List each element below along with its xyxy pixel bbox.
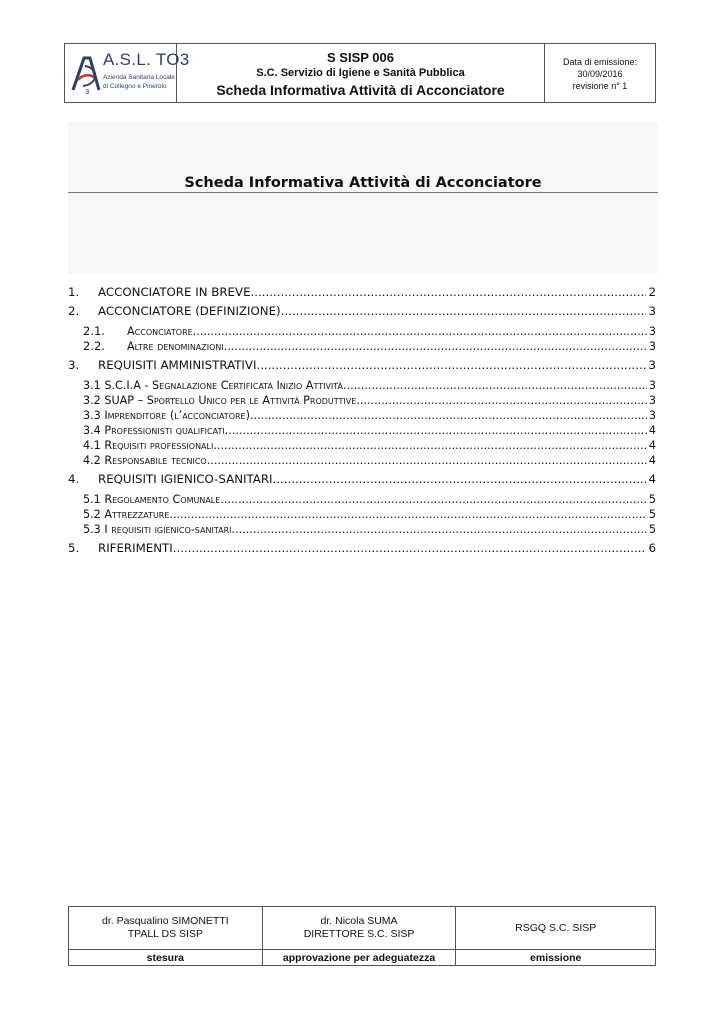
signer-cell — [262, 907, 456, 950]
header-title: Scheda Informativa Attività di Acconciatore — [216, 82, 505, 98]
svg-text:3: 3 — [85, 88, 90, 96]
asl-logo — [65, 44, 190, 102]
signer-cell — [456, 907, 656, 950]
revision: revisione n° 1 — [572, 81, 628, 91]
toc-page: 3 — [648, 358, 656, 372]
logo-subtitle-1: Azienda Sanitaria Locale — [103, 74, 175, 81]
toc-entry[interactable] — [68, 339, 656, 354]
signer-role: TPALL DS SISP — [127, 928, 203, 940]
toc-page: 5 — [648, 493, 656, 506]
toc-text: 5.3 I requisiti igienico-sanitari — [83, 523, 232, 536]
toc-entry[interactable] — [68, 284, 656, 300]
toc-page: 4 — [648, 424, 656, 437]
toc-entry[interactable] — [68, 303, 656, 319]
toc-page: 5 — [648, 508, 656, 521]
document-header — [64, 43, 656, 103]
signature-table — [68, 906, 656, 966]
issue-date: 30/09/2016 — [577, 69, 623, 79]
toc-entry[interactable] — [68, 408, 656, 423]
toc-entry[interactable] — [68, 423, 656, 438]
title-divider — [68, 192, 658, 193]
toc-entry[interactable] — [68, 393, 656, 408]
toc-text: RIFERIMENTI — [98, 541, 173, 555]
toc-entry[interactable] — [68, 471, 656, 487]
signer-role: DIRETTORE S.C. SISP — [303, 928, 415, 940]
table-of-contents — [68, 281, 656, 556]
toc-entry[interactable] — [68, 522, 656, 537]
document-title: Scheda Informativa Attività di Acconciatore — [184, 175, 542, 191]
signer-cell — [69, 907, 263, 950]
role-label: emissione — [456, 950, 656, 966]
header-issue-info — [545, 44, 655, 102]
toc-entry[interactable] — [68, 540, 656, 556]
toc-text: REQUISITI AMMINISTRATIVI — [98, 358, 257, 372]
signer-name: dr. Nicola SUMA — [320, 915, 398, 927]
toc-entry[interactable] — [68, 453, 656, 468]
role-label: approvazione per adeguatezza — [262, 950, 456, 966]
toc-text: Acconciatore — [127, 325, 193, 338]
issue-label: Data di emissione: — [562, 57, 638, 67]
toc-page: 3 — [648, 409, 656, 422]
toc-number: 2.2. — [83, 339, 105, 353]
doc-code: S SISP 006 — [327, 50, 394, 65]
toc-text: 3.1 S.C.I.A - Segnalazione Certificata Inizio Attività — [83, 379, 344, 392]
logo-name: A.S.L. TO3 — [103, 50, 190, 69]
toc-text: ACCONCIATORE IN BREVE — [98, 285, 251, 299]
header-center — [177, 44, 545, 102]
toc-page: 3 — [648, 304, 656, 318]
toc-text: 4.1 Requisiti professionali — [83, 439, 214, 452]
toc-text: 5.1 Regolamento Comunale — [83, 493, 221, 506]
toc-text: 3.3 Imprenditore (l’acconciatore) — [83, 409, 250, 422]
toc-page: 3 — [648, 394, 656, 407]
toc-number: 5. — [68, 541, 80, 555]
toc-page: 2 — [648, 285, 656, 299]
toc-entry[interactable] — [68, 378, 656, 393]
toc-entry[interactable] — [68, 438, 656, 453]
toc-entry[interactable] — [68, 492, 656, 507]
toc-text: 3.2 SUAP – Sportello Unico per le Attività Produttive — [83, 394, 357, 407]
title-band — [68, 122, 658, 274]
toc-number: 4. — [68, 472, 80, 486]
toc-text: Altre denominazioni — [127, 340, 224, 353]
toc-page: 3 — [648, 379, 656, 392]
toc-entry[interactable] — [68, 357, 656, 373]
toc-entry[interactable] — [68, 324, 656, 339]
toc-page: 4 — [648, 439, 656, 452]
toc-number: 1. — [68, 285, 80, 299]
toc-number: 2.1. — [83, 324, 105, 338]
department: S.C. Servizio di Igiene e Sanità Pubblica — [256, 67, 465, 79]
logo-subtitle-2: di Collegno e Pinerolo — [103, 83, 167, 90]
toc-text: ACCONCIATORE (DEFINIZIONE) — [98, 304, 281, 318]
toc-number: 2. — [68, 304, 80, 318]
signer-name: dr. Pasqualino SIMONETTI — [102, 915, 229, 927]
toc-text: 4.2 Responsabile tecnico — [83, 454, 207, 467]
toc-page: 4 — [648, 472, 656, 486]
toc-page: 3 — [648, 340, 656, 353]
toc-entry[interactable] — [68, 507, 656, 522]
toc-page: 4 — [648, 454, 656, 467]
toc-text: 3.4 Professionisti qualificati — [83, 424, 225, 437]
toc-number: 3. — [68, 358, 80, 372]
toc-text: REQUISITI IGIENICO-SANITARI — [98, 472, 273, 486]
toc-page: 3 — [648, 325, 656, 338]
signer-name: RSGQ S.C. SISP — [515, 921, 597, 934]
toc-text: 5.2 Attrezzature — [83, 508, 170, 521]
asl-logo-mark-icon — [69, 52, 103, 96]
toc-page: 5 — [648, 523, 656, 536]
role-label: stesura — [69, 950, 263, 966]
toc-page: 6 — [648, 541, 656, 555]
